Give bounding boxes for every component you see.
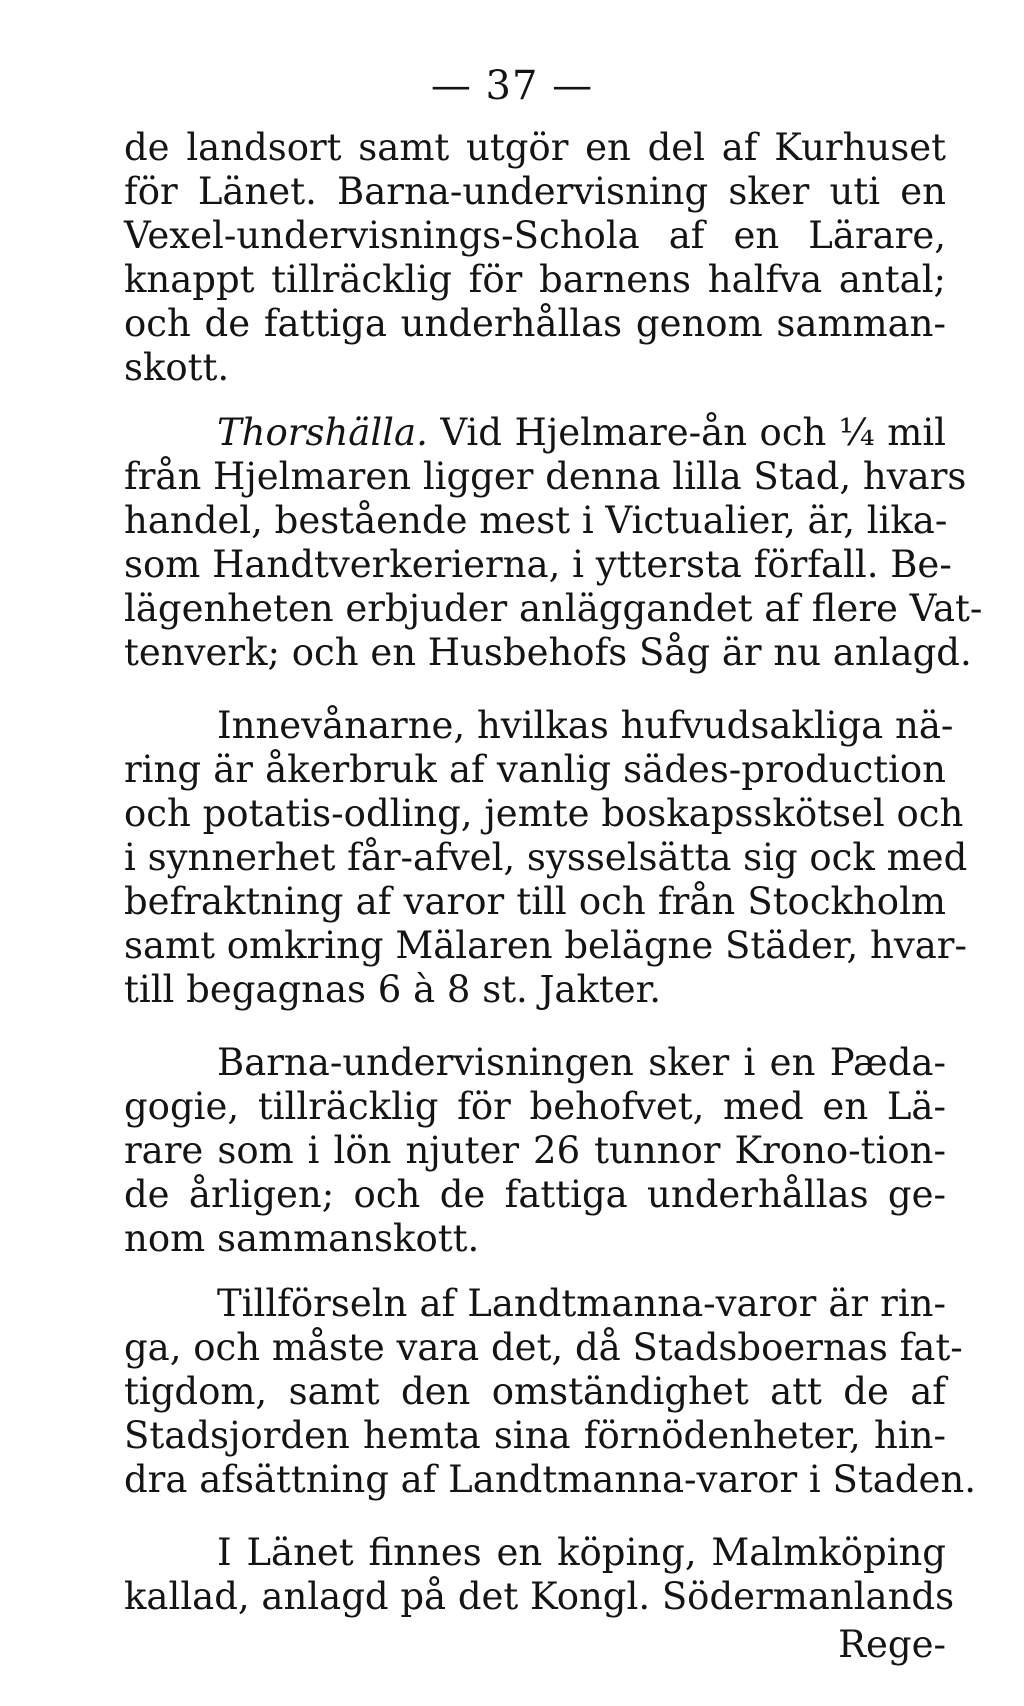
text-line: Barna-undervisningen sker i en Pæda- <box>217 1041 946 1084</box>
text-line: Vexel-undervisnings-Schola af en Lärare, <box>124 214 946 257</box>
text-line: och potatis-odling, jemte boskapsskötsel och <box>124 792 964 835</box>
text-line: befraktning af varor till och från Stockholm <box>124 880 946 923</box>
text-line: till begagnas 6 à 8 st. Jakter. <box>124 968 662 1011</box>
text-line: handel, bestående mest i Victualier, är, lika- <box>124 499 948 542</box>
text-line: och de fattiga underhållas genom samman- <box>124 302 946 345</box>
text-line: Tillförseln af Landtmanna-varor är rin- <box>217 1282 946 1325</box>
text-line <box>217 411 946 455</box>
text-line: Stadsjorden hemta sina förnödenheter, hin- <box>124 1414 946 1457</box>
page-number-header: — 37 — <box>430 63 594 109</box>
text-line: dra afsättning af Landtmanna-varor i Staden. <box>124 1458 976 1501</box>
text-line: tigdom, samt den omständighet att de af <box>124 1370 946 1413</box>
text-line: från Hjelmaren ligger denna lilla Stad, hvars <box>124 455 967 498</box>
text-line-rest: Vid Hjelmare-ån och ¼ mil <box>440 411 946 454</box>
text-line: de landsort samt utgör en del af Kurhuset <box>124 126 946 169</box>
text-line: tenverk; och en Husbehofs Såg är nu anlagd. <box>124 631 972 674</box>
text-line: skott. <box>124 346 230 389</box>
text-line: knappt tillräcklig för barnens halfva antal; <box>124 258 946 301</box>
catchword: Rege- <box>838 1623 946 1666</box>
text-line: rare som i lön njuter 26 tunnor Krono-tion- <box>124 1129 946 1172</box>
text-line: gogie, tillräcklig för behofvet, med en Lä- <box>124 1085 946 1128</box>
text-line: Innevånarne, hvilkas hufvudsakliga nä- <box>217 704 954 747</box>
text-line: kallad, anlagd på det Kongl. Södermanlands <box>124 1575 955 1618</box>
text-line: ring är åkerbruk af vanlig sädes-production <box>124 748 946 791</box>
text-line: de årligen; och de fattiga underhållas ge- <box>124 1173 946 1216</box>
text-line: som Handtverkerierna, i yttersta förfall. Be- <box>124 543 952 586</box>
place-name-heading: Thorshälla. <box>217 411 428 454</box>
text-line: nom sammanskott. <box>124 1217 480 1260</box>
text-line: I Länet finnes en köping, Malmköping <box>217 1531 946 1574</box>
text-line: ga, och måste vara det, då Stadsboernas fat- <box>124 1326 963 1369</box>
text-line: samt omkring Mälaren belägne Städer, hvar- <box>124 924 967 967</box>
text-line: lägenheten erbjuder anläggandet af flere Vat- <box>124 587 983 630</box>
text-line: för Länet. Barna-undervisning sker uti en <box>124 170 946 213</box>
text-line: i synnerhet får-afvel, sysselsätta sig ock med <box>124 836 968 879</box>
